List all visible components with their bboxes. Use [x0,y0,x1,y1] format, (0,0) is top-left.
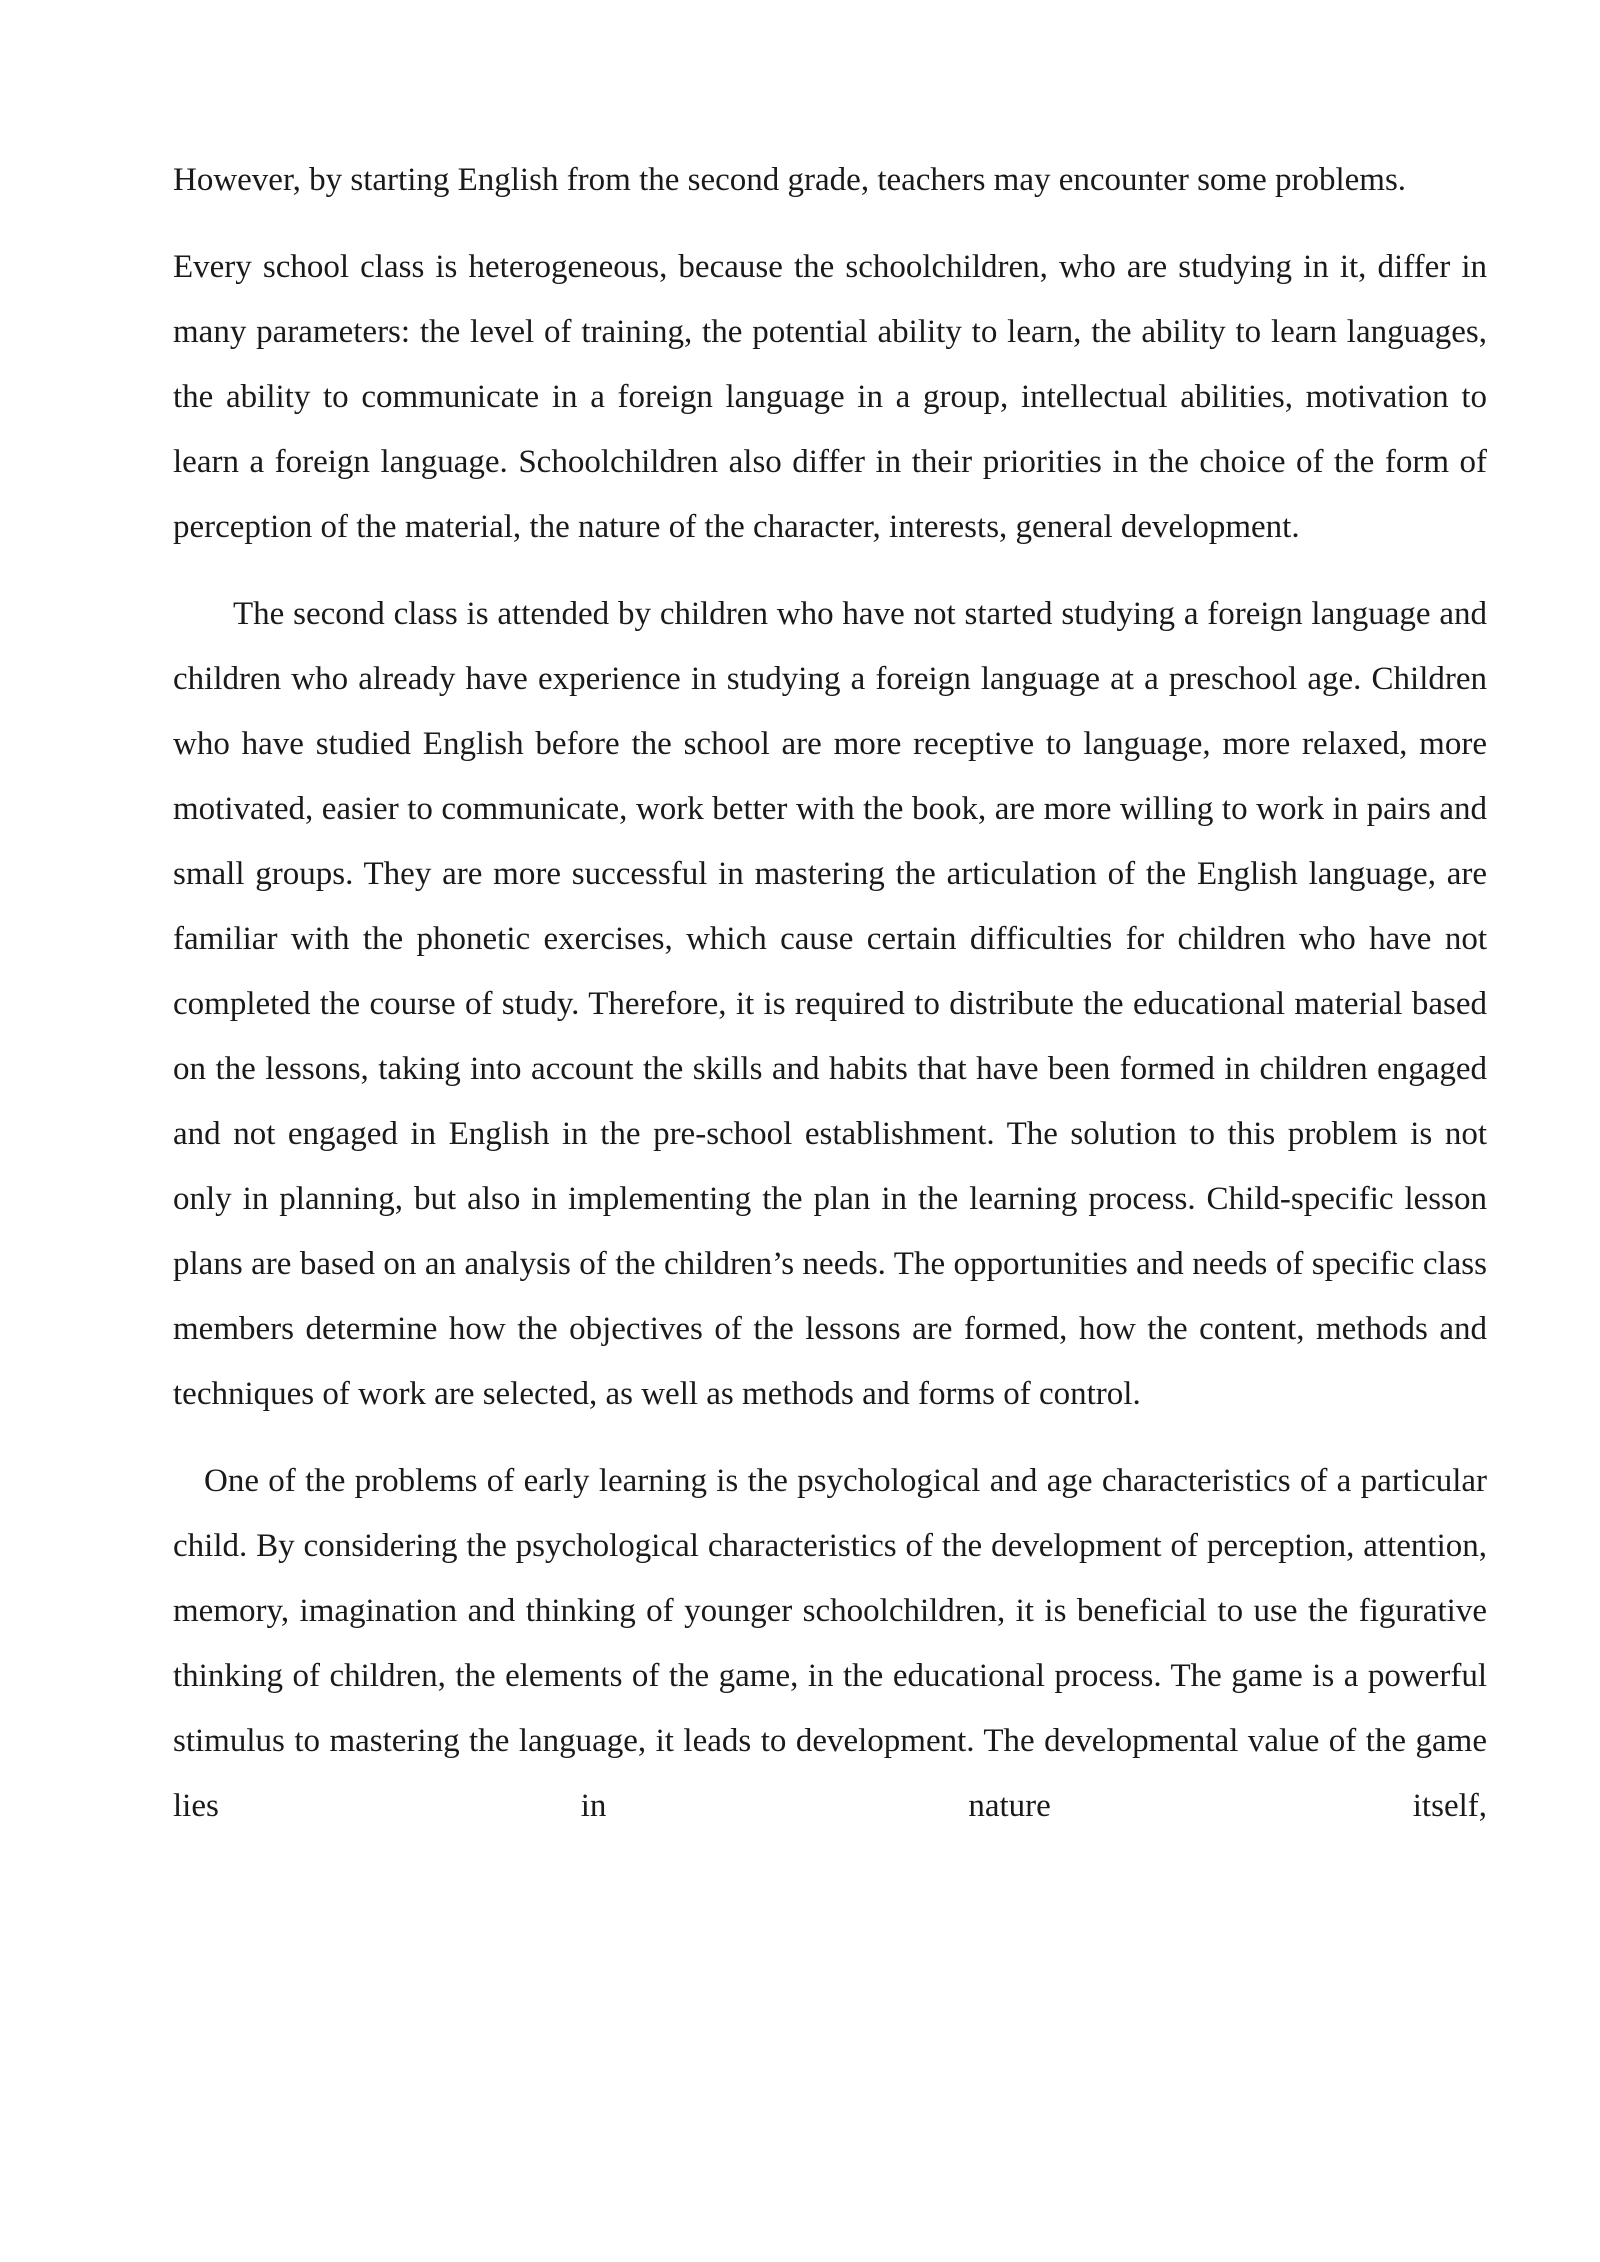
paragraph-early-learning: One of the problems of early learning is the psychological and age characteristics of a particular child. By considering the psychological characteristics of the development of perception, attention, memory, imagination and thinking of younger schoolchildren, it is beneficial to use the figurative thinking of children, the elements of the game, in the educational process. The game is a powerful stimulus to mastering the language, it leads to development. The developmental value of the game lies in nature itself, [173,1463,1487,1824]
paragraph-heterogeneous-class: Every school class is heterogeneous, because the schoolchildren, who are studying in it, differ in many parameters: the level of training, the potential ability to learn, the ability to learn languages, the ability to communicate in a foreign language in a group, intellectual abilities, motivation to learn a foreign language. Schoolchildren also differ in their priorities in the choice of the form of perception of the material, the nature of the character, interests, general development. [173,249,1487,545]
document-page [173,148,1487,1839]
paragraph-second-class: The second class is attended by children who have not started studying a foreign language and children who already have experience in studying a foreign language at a preschool age. Children who have studied English before the school are more receptive to language, more relaxed, more motivated, easier to communicate, work better with the book, are more willing to work in pairs and small groups. They are more successful in mastering the articulation of the English language, are familiar with the phonetic exercises, which cause certain difficulties for children who have not completed the course of study. Therefore, it is required to distribute the educational material based on the lessons, taking into account the skills and habits that have been formed in children engaged and not engaged in English in the pre-school establishment. The solution to this problem is not only in planning, but also in implementing the plan in the learning process. Child-specific lesson plans are based on an analysis of the children’s needs. The opportunities and needs of specific class members determine how the objectives of the lessons are formed, how the content, methods and techniques of work are selected, as well as methods and forms of control. [173,596,1487,1412]
paragraph-intro: However, by starting English from the second grade, teachers may encounter some problems. [173,162,1407,198]
